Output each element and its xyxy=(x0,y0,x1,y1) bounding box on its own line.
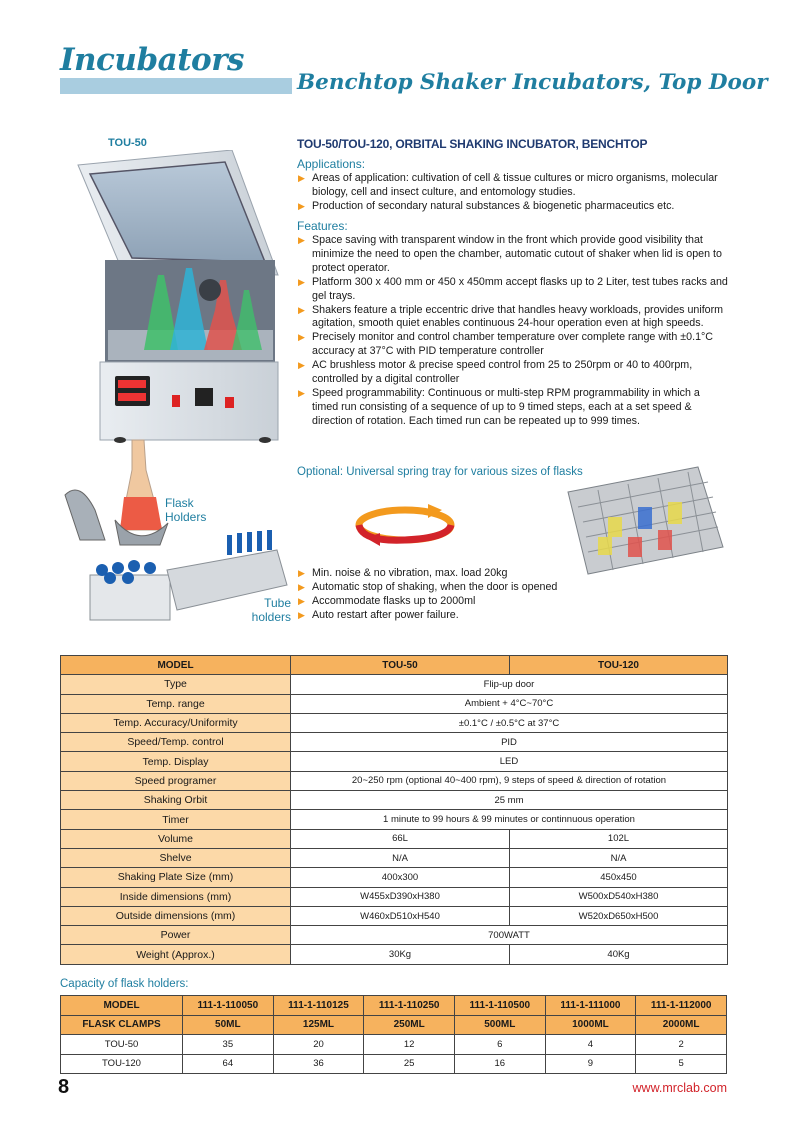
table-row xyxy=(61,713,728,732)
table-row xyxy=(61,771,728,790)
cell: 36 xyxy=(273,1054,364,1074)
product-title: TOU-50/TOU-120, ORBITAL SHAKING INCUBATOR, BENCHTOP xyxy=(297,137,648,151)
table-row xyxy=(61,926,728,945)
features-heading: Features: xyxy=(297,219,348,233)
table-row xyxy=(61,945,728,964)
row-label: TOU-50 xyxy=(61,1035,183,1055)
row-label: Temp. range xyxy=(61,694,291,713)
capacity-table xyxy=(60,995,727,1074)
list-item: ▶ AC brushless motor & precise speed control from 25 to 250rpm or 40 to 400rpm, controlled by a digital controller xyxy=(298,359,728,387)
applications-list xyxy=(298,172,728,214)
title-bar-decoration xyxy=(60,78,292,94)
extra-features-list xyxy=(298,567,618,623)
page-number: 8 xyxy=(58,1076,70,1098)
column-header: MODEL xyxy=(61,996,183,1016)
cell: Flip-up door xyxy=(291,675,728,694)
row-label: Temp. Accuracy/Uniformity xyxy=(61,713,291,732)
cell: 35 xyxy=(183,1035,274,1055)
cell: N/A xyxy=(291,848,510,867)
column-header: TOU-50 xyxy=(291,656,510,675)
list-item: ▶ Platform 300 x 400 mm or 450 x 450mm accept flasks up to 2 Liter, test tubes racks and gel trays. xyxy=(298,276,728,304)
applications-heading: Applications: xyxy=(297,157,366,171)
table-row xyxy=(61,675,728,694)
table-row xyxy=(61,887,728,906)
cell: 2 xyxy=(636,1035,727,1055)
row-label: Volume xyxy=(61,829,291,848)
cell: 1 minute to 99 hours & 99 minutes or continnuous operation xyxy=(291,810,728,829)
row-label: Speed programer xyxy=(61,771,291,790)
cell: LED xyxy=(291,752,728,771)
cell: 20 xyxy=(273,1035,364,1055)
row-label: Shelve xyxy=(61,848,291,867)
table-row xyxy=(61,906,728,925)
row-label: Outside dimensions (mm) xyxy=(61,906,291,925)
table-row xyxy=(61,829,728,848)
column-header: 111-1-111000 xyxy=(545,996,636,1016)
column-header: TOU-120 xyxy=(510,656,728,675)
column-header: 125ML xyxy=(273,1015,364,1035)
column-header: 2000ML xyxy=(636,1015,727,1035)
spec-table xyxy=(60,655,728,965)
row-label: Temp. Display xyxy=(61,752,291,771)
cell: 6 xyxy=(454,1035,545,1055)
list-item: ▶ Production of secondary natural substances & biogenetic pharmaceutics etc. xyxy=(298,200,728,214)
cell: 400x300 xyxy=(291,868,510,887)
cell: 40Kg xyxy=(510,945,728,964)
list-item: ▶ Shakers feature a triple eccentric drive that handles heavy workloads, provides uniform agitation, smooth quiet enables continuous 24-hour operation even at high speeds. xyxy=(298,304,728,332)
table-header-row xyxy=(61,1015,727,1035)
column-header: 111-1-110050 xyxy=(183,996,274,1016)
cell: W520xD650xH500 xyxy=(510,906,728,925)
list-item: ▶ Auto restart after power failure. xyxy=(298,609,618,623)
column-header: 500ML xyxy=(454,1015,545,1035)
cell: 700WATT xyxy=(291,926,728,945)
column-header: MODEL xyxy=(61,656,291,675)
column-header: 50ML xyxy=(183,1015,274,1035)
list-item: ▶ Space saving with transparent window in the front which provide good visibility that minimize the need to open the chamber, automatic cutout of shaker when lid is open to protect operator. xyxy=(298,234,728,276)
table-row xyxy=(61,848,728,867)
section-subtitle: Benchtop Shaker Incubators, Top Door xyxy=(297,70,768,95)
table-header-row xyxy=(61,996,727,1016)
cell: 9 xyxy=(545,1054,636,1074)
row-label: Shaking Plate Size (mm) xyxy=(61,868,291,887)
cell: Ambient + 4°C~70°C xyxy=(291,694,728,713)
table-header-row xyxy=(61,656,728,675)
table-row xyxy=(61,1035,727,1055)
incubator-image xyxy=(60,150,290,445)
cell: 20~250 rpm (optional 40~400 rpm), 9 steps of speed & direction of rotation xyxy=(291,771,728,790)
table-row xyxy=(61,810,728,829)
cell: 64 xyxy=(183,1054,274,1074)
cell: 66L xyxy=(291,829,510,848)
column-header: 111-1-110125 xyxy=(273,996,364,1016)
cell: W460xD510xH540 xyxy=(291,906,510,925)
column-header: 250ML xyxy=(364,1015,455,1035)
cell: 102L xyxy=(510,829,728,848)
list-item: ▶ Areas of application: cultivation of cell & tissue cultures or micro organisms, molecular biology, cell and insect culture, and entomology studies. xyxy=(298,172,728,200)
features-list xyxy=(298,234,728,429)
row-label: Timer xyxy=(61,810,291,829)
row-label: TOU-120 xyxy=(61,1054,183,1074)
cell: 16 xyxy=(454,1054,545,1074)
cell: PID xyxy=(291,733,728,752)
cell: ±0.1°C / ±0.5°C at 37°C xyxy=(291,713,728,732)
cell: 25 xyxy=(364,1054,455,1074)
row-label: Speed/Temp. control xyxy=(61,733,291,752)
section-title: Incubators xyxy=(60,42,244,78)
row-label: Type xyxy=(61,675,291,694)
table-row xyxy=(61,752,728,771)
cell: 12 xyxy=(364,1035,455,1055)
spring-tray-image xyxy=(558,462,728,582)
list-item: ▶ Automatic stop of shaking, when the door is opened xyxy=(298,581,618,595)
table-row xyxy=(61,791,728,810)
capacity-heading: Capacity of flask holders: xyxy=(60,978,189,990)
main-image-label: TOU-50 xyxy=(108,137,147,149)
list-item: ▶ Speed programmability: Continuous or multi-step RPM programmability in which a timed run consisting of a sequence of up to 9 timed steps, each at a set speed & direction of rotation. Each timed run can be repeated up to 999 times. xyxy=(298,387,728,429)
column-header: 111-1-110500 xyxy=(454,996,545,1016)
optional-heading: Optional: Universal spring tray for various sizes of flasks xyxy=(297,466,583,478)
table-row xyxy=(61,733,728,752)
cell: W455xD390xH380 xyxy=(291,887,510,906)
cell: W500xD540xH380 xyxy=(510,887,728,906)
list-item: ▶ Precisely monitor and control chamber temperature over complete range with ±0.1°C accuracy at 37°C with PID temperature controller xyxy=(298,331,728,359)
column-header: FLASK CLAMPS xyxy=(61,1015,183,1035)
list-item: ▶ Min. noise & no vibration, max. load 20kg xyxy=(298,567,618,581)
row-label: Weight (Approx.) xyxy=(61,945,291,964)
cell: 4 xyxy=(545,1035,636,1055)
cell: N/A xyxy=(510,848,728,867)
list-item: ▶ Accommodate flasks up to 2000ml xyxy=(298,595,618,609)
row-label: Power xyxy=(61,926,291,945)
table-row xyxy=(61,1054,727,1074)
table-row xyxy=(61,868,728,887)
column-header: 111-1-110250 xyxy=(364,996,455,1016)
cell: 5 xyxy=(636,1054,727,1074)
cell: 30Kg xyxy=(291,945,510,964)
row-label: Inside dimensions (mm) xyxy=(61,887,291,906)
rotation-arrow-icon xyxy=(350,500,460,550)
cell: 25 mm xyxy=(291,791,728,810)
website-link[interactable]: www.mrclab.com xyxy=(632,1081,727,1095)
tube-holders-label: Tube holders xyxy=(251,596,291,624)
flask-holders-label: Flask Holders xyxy=(165,496,207,524)
column-header: 111-1-112000 xyxy=(636,996,727,1016)
table-row xyxy=(61,694,728,713)
column-header: 1000ML xyxy=(545,1015,636,1035)
row-label: Shaking Orbit xyxy=(61,791,291,810)
cell: 450x450 xyxy=(510,868,728,887)
